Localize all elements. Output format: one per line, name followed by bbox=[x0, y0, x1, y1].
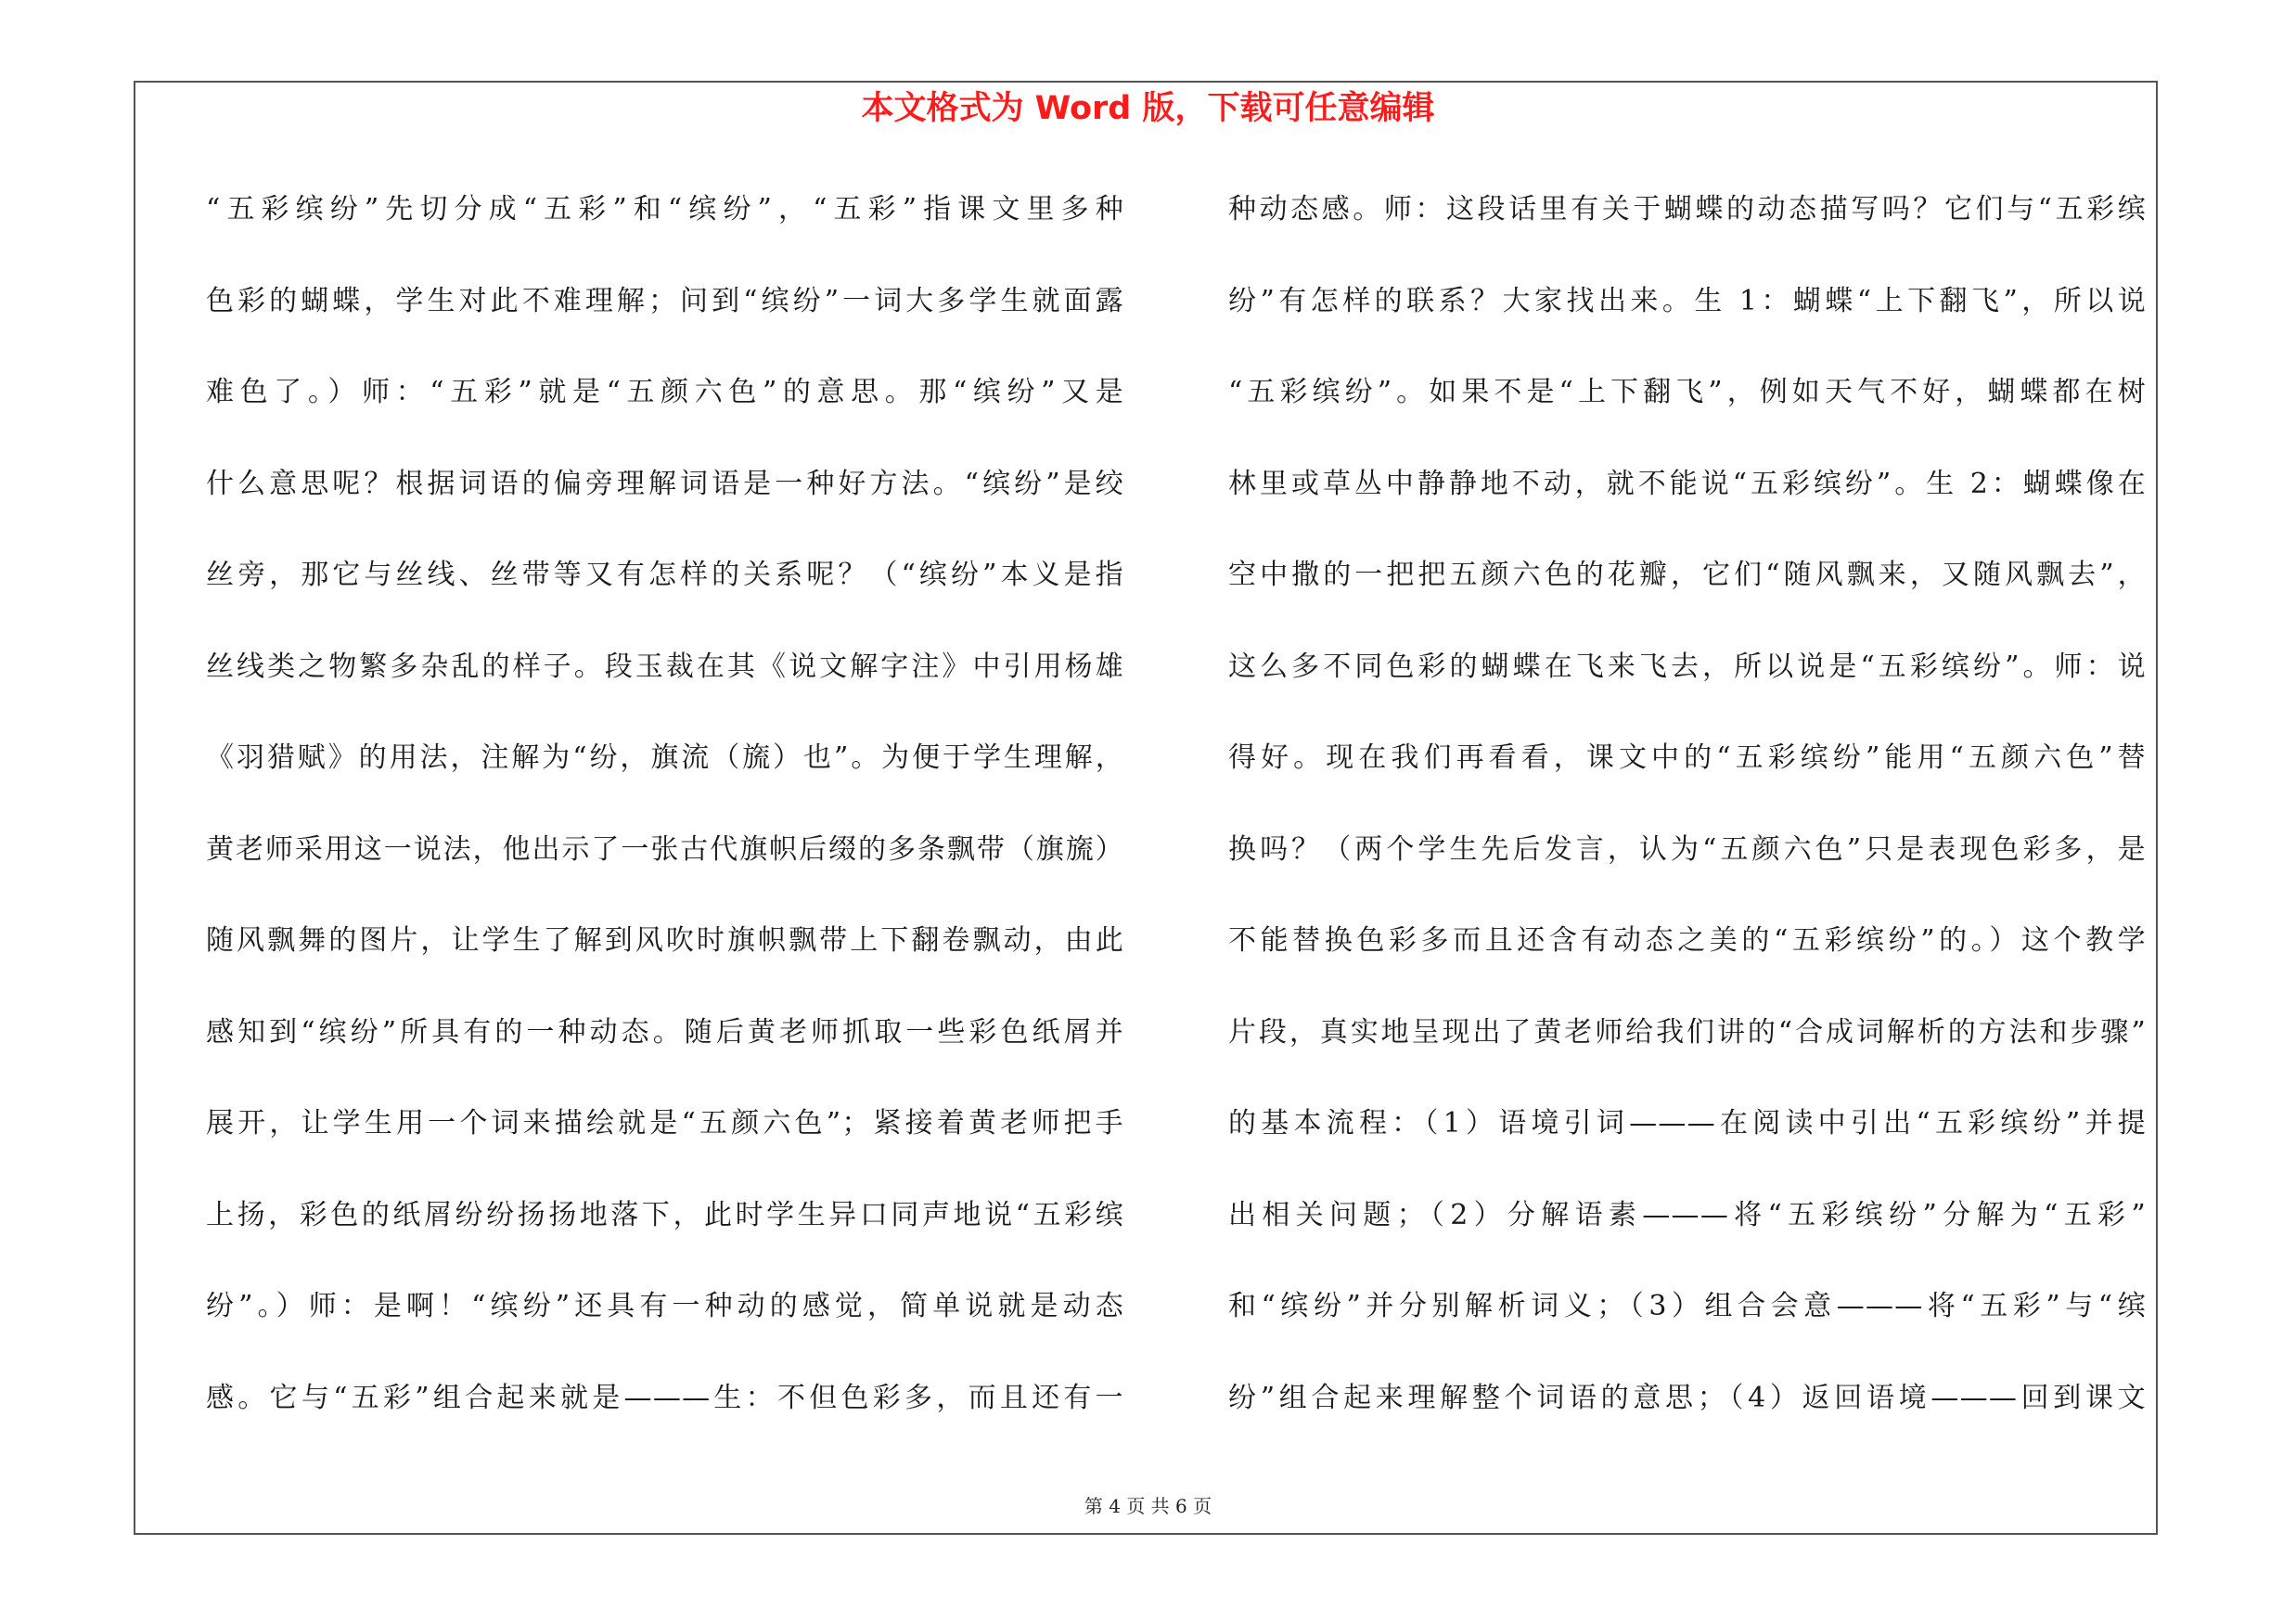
text-line: “五彩缤纷”先切分成“五彩”和“缤纷”，“五彩”指课文里多种 bbox=[206, 193, 1124, 225]
text-line: 《羽猎赋》的用法，注解为“纷，旗流（旒）也”。为便于学生理解， bbox=[206, 741, 1124, 774]
right-text-column bbox=[1228, 180, 2147, 1460]
text-line: 空中撒的一把把五颜六色的花瓣，它们“随风飘来，又随风飘去”， bbox=[1228, 559, 2147, 591]
text-line: 展开，让学生用一个词来描绘就是“五颜六色”；紧接着黄老师把手 bbox=[206, 1107, 1124, 1140]
text-line: 丝线类之物繁多杂乱的样子。段玉裁在其《说文解字注》中引用杨雄 bbox=[206, 650, 1124, 683]
text-line: 和“缤纷”并分别解析词义；（3）组合会意———将“五彩”与“缤 bbox=[1228, 1290, 2147, 1322]
text-line: 林里或草丛中静静地不动，就不能说“五彩缤纷”。生 2：蝴蝶像在 bbox=[1228, 467, 2147, 500]
text-line: 不能替换色彩多而且还含有动态之美的“五彩缤纷”的。）这个教学 bbox=[1228, 924, 2147, 957]
text-line: 换吗？（两个学生先后发言，认为“五颜六色”只是表现色彩多，是 bbox=[1228, 832, 2147, 866]
text-line: 出相关问题；（2）分解语素———将“五彩缤纷”分解为“五彩” bbox=[1228, 1198, 2147, 1231]
text-line: 纷”。）师：是啊！“缤纷”还具有一种动的感觉，简单说就是动态 bbox=[206, 1290, 1124, 1322]
page-number: 第 4 页 共 6 页 bbox=[1084, 1495, 1212, 1517]
text-line: 的基本流程：（1）语境引词———在阅读中引出“五彩缤纷”并提 bbox=[1228, 1107, 2147, 1140]
text-line: 色彩的蝴蝶，学生对此不难理解；问到“缤纷”一词大多学生就面露 bbox=[206, 284, 1124, 317]
text-line: 随风飘舞的图片，让学生了解到风吹时旗帜飘带上下翻卷飘动，由此 bbox=[206, 924, 1124, 957]
text-line: 纷”组合起来理解整个词语的意思；（4）返回语境———回到课文 bbox=[1228, 1381, 2147, 1414]
left-text-column bbox=[206, 180, 1124, 1460]
text-line: 纷”有怎样的联系？大家找出来。生 1：蝴蝶“上下翻飞”，所以说 bbox=[1228, 284, 2147, 317]
text-line: 丝旁，那它与丝线、丝带等又有怎样的关系呢？（“缤纷”本义是指 bbox=[206, 559, 1124, 591]
text-line: 感知到“缤纷”所具有的一种动态。随后黄老师抓取一些彩色纸屑并 bbox=[206, 1015, 1124, 1049]
text-line: 难色了。）师：“五彩”就是“五颜六色”的意思。那“缤纷”又是 bbox=[206, 376, 1124, 408]
text-line: “五彩缤纷”。如果不是“上下翻飞”，例如天气不好，蝴蝶都在树 bbox=[1228, 376, 2147, 408]
word-format-banner: 本文格式为 Word 版，下载可任意编辑 bbox=[861, 90, 1435, 127]
text-line: 片段，真实地呈现出了黄老师给我们讲的“合成词解析的方法和步骤” bbox=[1228, 1015, 2147, 1049]
text-line: 什么意思呢？根据词语的偏旁理解词语是一种好方法。“缤纷”是绞 bbox=[206, 467, 1124, 500]
text-line: 感。它与“五彩”组合起来就是———生：不但色彩多，而且还有一 bbox=[206, 1381, 1124, 1414]
text-line: 黄老师采用这一说法，他出示了一张古代旗帜后缀的多条飘带（旗旒） bbox=[206, 832, 1124, 866]
text-line: 得好。现在我们再看看，课文中的“五彩缤纷”能用“五颜六色”替 bbox=[1228, 741, 2147, 774]
text-line: 这么多不同色彩的蝴蝶在飞来飞去，所以说是“五彩缤纷”。师：说 bbox=[1228, 650, 2147, 683]
text-line: 上扬，彩色的纸屑纷纷扬扬地落下，此时学生异口同声地说“五彩缤 bbox=[206, 1198, 1124, 1231]
text-line: 种动态感。师：这段话里有关于蝴蝶的动态描写吗？它们与“五彩缤 bbox=[1228, 193, 2147, 225]
